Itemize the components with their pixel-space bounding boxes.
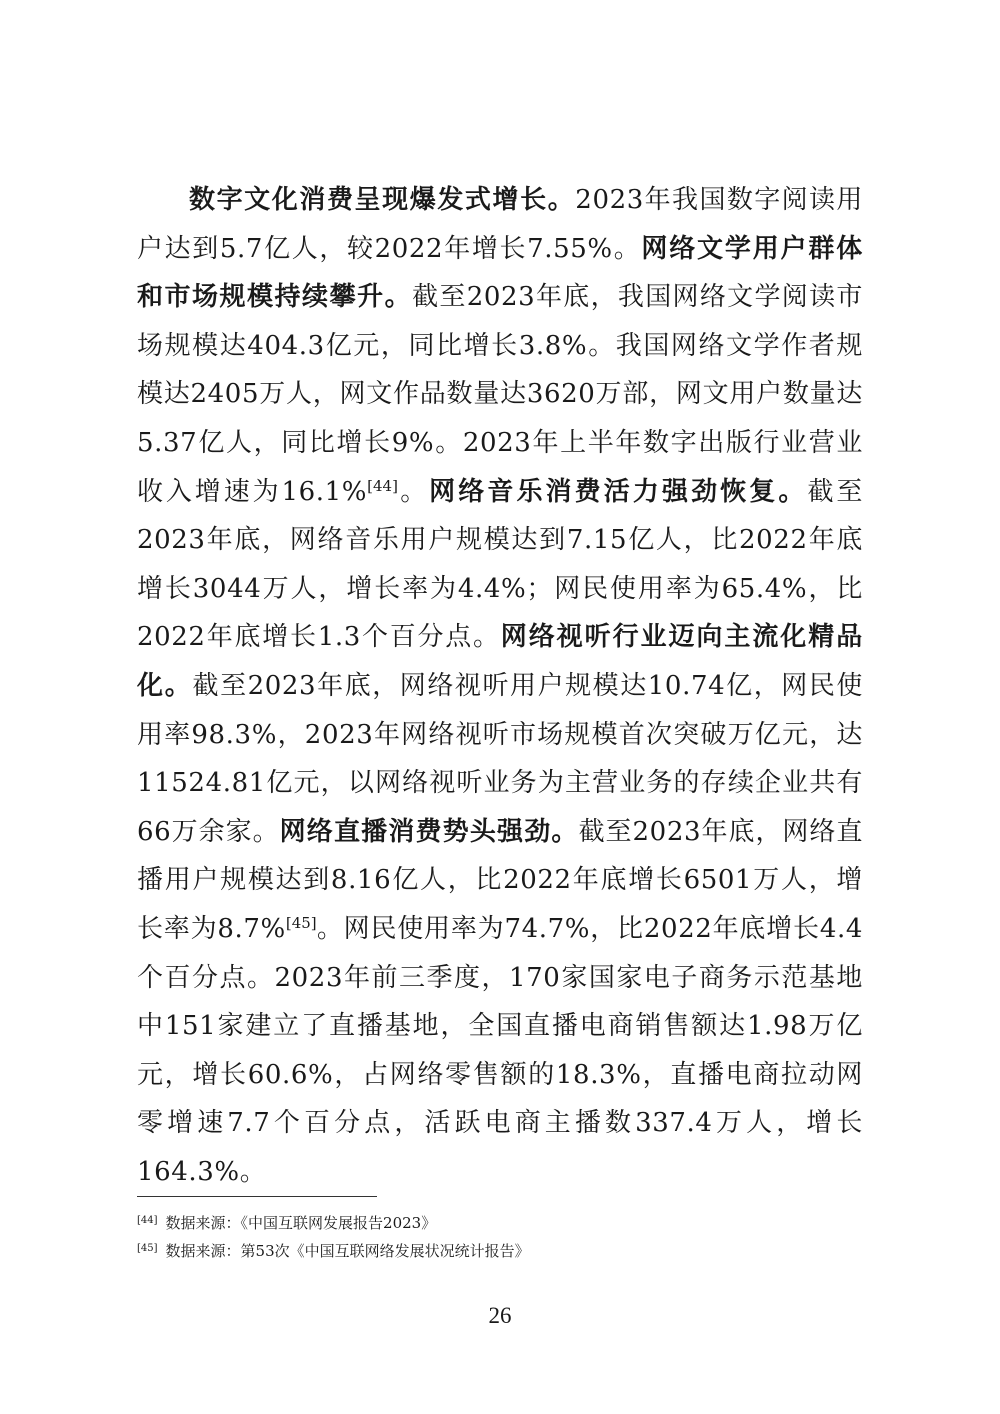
footnote-text: 数据来源：《中国互联网发展报告2023》 xyxy=(165,1214,437,1232)
footnote-ref-44: [44] xyxy=(367,476,398,495)
footnotes xyxy=(137,1208,863,1264)
footnote-ref-45: [45] xyxy=(285,913,317,932)
text-live-streaming-cont: 。网民使用率为74.7%，比2022年底增长4.4个百分点。2023年前三季度，170家国家电子商务示范基地中151家建立了直播基地，全国直播电商销售额达1.98万亿元，增长60.6%，占网络零售额的18.3%，直播电商拉动网零增速7.7个百分点，活跃电商主播数337.4万人，增长164.3%。 xyxy=(137,913,863,1187)
footnote-mark: [45] xyxy=(137,1243,158,1254)
text-digital-reading: 2023年我国数字阅读用户达到5.7亿人，较2022年增长7.55%。 xyxy=(137,185,864,264)
footnote-44 xyxy=(137,1208,863,1236)
footnote-divider xyxy=(137,1196,377,1197)
footnote-mark: [44] xyxy=(137,1215,158,1226)
body-paragraph xyxy=(137,176,863,1196)
lead-digital-culture: 数字文化消费呈现爆发式增长。 xyxy=(189,185,576,215)
page-number: 26 xyxy=(488,1303,512,1328)
lead-web-audiovisual: 网络视听行业迈向主流化精品化。 xyxy=(137,622,863,701)
text-live-streaming: 截至2023年底，网络直播用户规模达到8.16亿人，比2022年底增长6501万人，增长率为8.7% xyxy=(137,816,863,944)
lead-web-music: 网络音乐消费活力强劲恢复。 xyxy=(429,476,808,507)
text-punct-1: 。 xyxy=(397,476,430,507)
text-web-audiovisual: 截至2023年底，网络视听用户规模达10.74亿，网民使用率98.3%，2023年网络视听市场规模首次突破万亿元，达11524.81亿元，以网络视听业务为主营业务的存续企业共有66万余家。 xyxy=(137,670,863,847)
lead-live-streaming: 网络直播消费势头强劲。 xyxy=(279,816,579,847)
footnote-45 xyxy=(137,1236,863,1264)
lead-web-literature: 网络文学用户群体和市场规模持续攀升。 xyxy=(137,233,863,313)
text-web-literature: 截至2023年底，我国网络文学阅读市场规模达404.3亿元，同比增长3.8%。我国网络文学作者规模达2405万人，网文作品数量达3620万部，网文用户数量达5.37亿人，同比增长9%。2023年上半年数字出版行业营业收入增速为16.1% xyxy=(137,282,863,507)
text-web-music: 截至2023年底，网络音乐用户规模达到7.15亿人，比2022年底增长3044万人，增长率为4.4%；网民使用率为65.4%，比2022年底增长1.3个百分点。 xyxy=(137,476,864,653)
footnote-text: 数据来源：第53次《中国互联网络发展状况统计报告》 xyxy=(165,1242,530,1260)
